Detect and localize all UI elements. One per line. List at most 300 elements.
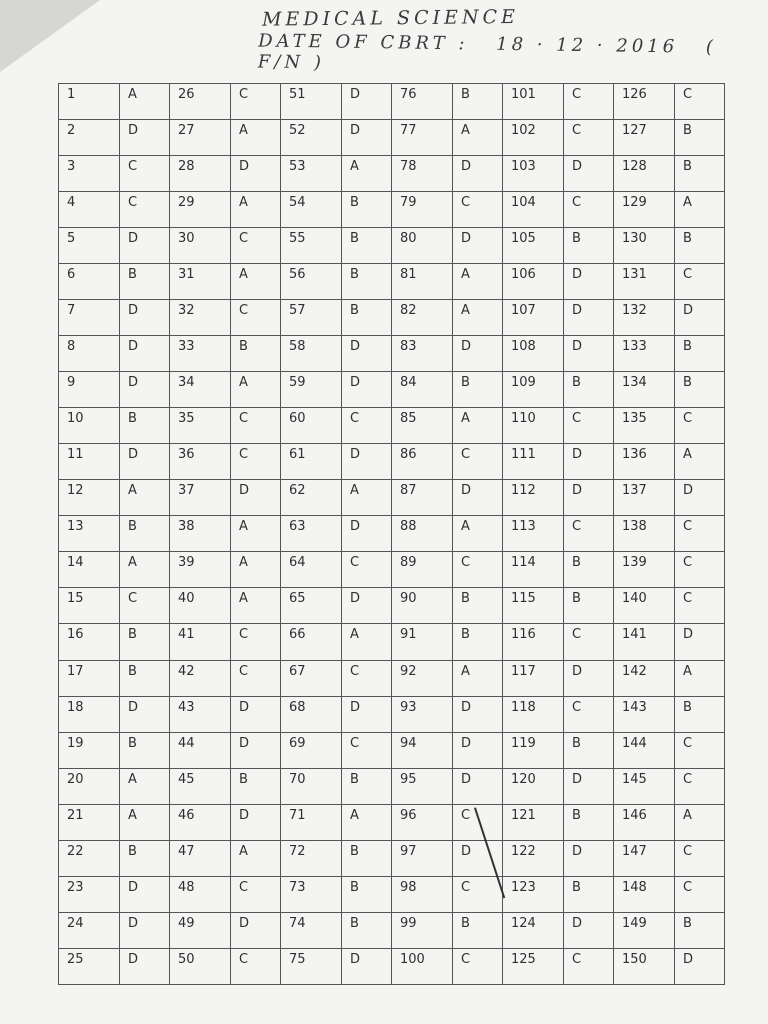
answer-option: C — [564, 624, 614, 660]
question-number: 147 — [614, 840, 675, 876]
question-number: 71 — [281, 804, 342, 840]
answer-option: B — [564, 372, 614, 408]
question-number: 37 — [170, 480, 231, 516]
answer-option: B — [564, 732, 614, 768]
question-number: 149 — [614, 912, 675, 948]
table-row — [59, 840, 725, 876]
table-row — [59, 228, 725, 264]
question-number: 25 — [59, 948, 120, 984]
answer-option: A — [231, 192, 281, 228]
answer-option: B — [231, 336, 281, 372]
question-number: 95 — [392, 768, 453, 804]
answer-option: B — [120, 516, 170, 552]
question-number: 20 — [59, 768, 120, 804]
answer-option: A — [675, 192, 725, 228]
table-row — [59, 300, 725, 336]
question-number: 53 — [281, 156, 342, 192]
answer-option: B — [564, 588, 614, 624]
question-number: 61 — [281, 444, 342, 480]
question-number: 94 — [392, 732, 453, 768]
answer-option: C — [453, 552, 503, 588]
question-number: 29 — [170, 192, 231, 228]
answer-option: C — [231, 84, 281, 120]
answer-option: C — [675, 768, 725, 804]
question-number: 38 — [170, 516, 231, 552]
question-number: 119 — [503, 732, 564, 768]
question-number: 101 — [503, 84, 564, 120]
answer-option: A — [453, 408, 503, 444]
answer-option: C — [453, 192, 503, 228]
answer-option: D — [231, 156, 281, 192]
question-number: 17 — [59, 660, 120, 696]
question-number: 129 — [614, 192, 675, 228]
answer-option: A — [342, 624, 392, 660]
question-number: 81 — [392, 264, 453, 300]
answer-option: C — [564, 696, 614, 732]
question-number: 113 — [503, 516, 564, 552]
scan-corner-shadow — [0, 0, 100, 72]
date-value: 18 · 12 · 2016 — [496, 33, 679, 58]
answer-option: B — [675, 372, 725, 408]
question-number: 105 — [503, 228, 564, 264]
question-number: 54 — [281, 192, 342, 228]
answer-option: B — [564, 804, 614, 840]
answer-option: C — [231, 228, 281, 264]
question-number: 70 — [281, 768, 342, 804]
answer-option: D — [342, 516, 392, 552]
date-label: DATE OF CBRT : — [258, 30, 469, 55]
question-number: 146 — [614, 804, 675, 840]
answer-option: B — [675, 912, 725, 948]
answer-option: B — [453, 624, 503, 660]
question-number: 74 — [281, 912, 342, 948]
question-number: 144 — [614, 732, 675, 768]
question-number: 55 — [281, 228, 342, 264]
answer-option: D — [342, 120, 392, 156]
answer-option: B — [564, 228, 614, 264]
answer-option: C — [342, 660, 392, 696]
question-number: 120 — [503, 768, 564, 804]
question-number: 86 — [392, 444, 453, 480]
question-number: 31 — [170, 264, 231, 300]
answer-option: B — [675, 120, 725, 156]
question-number: 64 — [281, 552, 342, 588]
answer-option: C — [120, 588, 170, 624]
answer-option: D — [675, 480, 725, 516]
question-number: 41 — [170, 624, 231, 660]
question-number: 18 — [59, 696, 120, 732]
table-row — [59, 552, 725, 588]
answer-option: B — [675, 696, 725, 732]
answer-option: D — [342, 444, 392, 480]
subject-title: MEDICAL SCIENCE — [261, 5, 520, 31]
answer-option: D — [453, 480, 503, 516]
question-number: 118 — [503, 696, 564, 732]
question-number: 97 — [392, 840, 453, 876]
question-number: 137 — [614, 480, 675, 516]
answer-option: C — [231, 948, 281, 984]
answer-option: B — [231, 768, 281, 804]
question-number: 83 — [392, 336, 453, 372]
table-row — [59, 120, 725, 156]
answer-option: B — [342, 228, 392, 264]
answer-option: C — [675, 732, 725, 768]
question-number: 50 — [170, 948, 231, 984]
answer-option: D — [564, 768, 614, 804]
table-row — [59, 444, 725, 480]
answer-option: C — [675, 408, 725, 444]
answer-option: A — [120, 804, 170, 840]
question-number: 122 — [503, 840, 564, 876]
answer-option: D — [342, 588, 392, 624]
answer-option: C — [342, 408, 392, 444]
answer-option: B — [564, 552, 614, 588]
question-number: 76 — [392, 84, 453, 120]
question-number: 85 — [392, 408, 453, 444]
question-number: 69 — [281, 732, 342, 768]
answer-option: A — [675, 804, 725, 840]
answer-option: B — [453, 588, 503, 624]
question-number: 112 — [503, 480, 564, 516]
question-number: 22 — [59, 840, 120, 876]
answer-option: D — [231, 696, 281, 732]
answer-option: D — [120, 696, 170, 732]
question-number: 139 — [614, 552, 675, 588]
answer-option: C — [675, 552, 725, 588]
question-number: 114 — [503, 552, 564, 588]
answer-option: C — [120, 156, 170, 192]
answer-option: C — [231, 660, 281, 696]
answer-option: C — [564, 948, 614, 984]
question-number: 127 — [614, 120, 675, 156]
answer-key-body — [59, 84, 725, 985]
answer-option: D — [564, 444, 614, 480]
question-number: 23 — [59, 876, 120, 912]
question-number: 128 — [614, 156, 675, 192]
question-number: 65 — [281, 588, 342, 624]
answer-option: A — [231, 372, 281, 408]
answer-option: D — [120, 876, 170, 912]
question-number: 148 — [614, 876, 675, 912]
answer-key-table — [58, 83, 725, 985]
question-number: 3 — [59, 156, 120, 192]
question-number: 150 — [614, 948, 675, 984]
answer-option: B — [342, 912, 392, 948]
answer-option: B — [675, 336, 725, 372]
question-number: 136 — [614, 444, 675, 480]
question-number: 104 — [503, 192, 564, 228]
question-number: 13 — [59, 516, 120, 552]
question-number: 24 — [59, 912, 120, 948]
answer-option: A — [231, 120, 281, 156]
answer-option: D — [453, 732, 503, 768]
question-number: 14 — [59, 552, 120, 588]
answer-option: D — [453, 336, 503, 372]
answer-option: B — [120, 732, 170, 768]
question-number: 57 — [281, 300, 342, 336]
question-number: 103 — [503, 156, 564, 192]
answer-option: C — [453, 444, 503, 480]
question-number: 125 — [503, 948, 564, 984]
question-number: 92 — [392, 660, 453, 696]
table-row — [59, 768, 725, 804]
table-row — [59, 84, 725, 120]
answer-option: A — [453, 660, 503, 696]
question-number: 124 — [503, 912, 564, 948]
answer-option: B — [453, 372, 503, 408]
answer-option: D — [342, 696, 392, 732]
table-row — [59, 264, 725, 300]
answer-option: D — [564, 156, 614, 192]
question-number: 11 — [59, 444, 120, 480]
question-number: 46 — [170, 804, 231, 840]
handwritten-header — [258, 6, 768, 76]
question-number: 115 — [503, 588, 564, 624]
question-number: 93 — [392, 696, 453, 732]
table-row — [59, 336, 725, 372]
question-number: 67 — [281, 660, 342, 696]
answer-option: D — [453, 768, 503, 804]
answer-option: D — [453, 696, 503, 732]
question-number: 116 — [503, 624, 564, 660]
question-number: 77 — [392, 120, 453, 156]
question-number: 6 — [59, 264, 120, 300]
answer-option: D — [564, 336, 614, 372]
answer-option: C — [453, 876, 503, 912]
question-number: 63 — [281, 516, 342, 552]
session-label: ( F/N ) — [257, 36, 718, 74]
table-row — [59, 804, 725, 840]
answer-option: D — [120, 372, 170, 408]
question-number: 126 — [614, 84, 675, 120]
question-number: 111 — [503, 444, 564, 480]
question-number: 109 — [503, 372, 564, 408]
answer-option: C — [342, 552, 392, 588]
table-row — [59, 732, 725, 768]
question-number: 107 — [503, 300, 564, 336]
question-number: 102 — [503, 120, 564, 156]
answer-option: B — [342, 840, 392, 876]
answer-option: B — [453, 84, 503, 120]
question-number: 59 — [281, 372, 342, 408]
answer-option: B — [675, 228, 725, 264]
question-number: 66 — [281, 624, 342, 660]
answer-option: D — [231, 804, 281, 840]
question-number: 145 — [614, 768, 675, 804]
answer-option: A — [231, 588, 281, 624]
question-number: 132 — [614, 300, 675, 336]
answer-option: D — [120, 912, 170, 948]
question-number: 68 — [281, 696, 342, 732]
answer-option: A — [231, 264, 281, 300]
table-row — [59, 660, 725, 696]
answer-option: C — [675, 516, 725, 552]
answer-option: B — [342, 192, 392, 228]
answer-option: B — [342, 264, 392, 300]
answer-option: D — [342, 336, 392, 372]
question-number: 35 — [170, 408, 231, 444]
question-number: 75 — [281, 948, 342, 984]
answer-option: A — [453, 264, 503, 300]
answer-option: C — [564, 192, 614, 228]
answer-option: A — [120, 84, 170, 120]
answer-option: C — [564, 84, 614, 120]
table-row — [59, 948, 725, 984]
question-number: 32 — [170, 300, 231, 336]
answer-option: D — [564, 480, 614, 516]
answer-option: C — [675, 264, 725, 300]
answer-option: C — [675, 840, 725, 876]
question-number: 1 — [59, 84, 120, 120]
answer-option: A — [453, 120, 503, 156]
question-number: 2 — [59, 120, 120, 156]
answer-option: D — [231, 480, 281, 516]
question-number: 44 — [170, 732, 231, 768]
answer-option: A — [453, 300, 503, 336]
question-number: 51 — [281, 84, 342, 120]
table-row — [59, 876, 725, 912]
answer-option: D — [120, 948, 170, 984]
question-number: 84 — [392, 372, 453, 408]
question-number: 47 — [170, 840, 231, 876]
question-number: 19 — [59, 732, 120, 768]
answer-option: D — [120, 120, 170, 156]
answer-option: A — [120, 768, 170, 804]
table-row — [59, 696, 725, 732]
question-number: 72 — [281, 840, 342, 876]
question-number: 36 — [170, 444, 231, 480]
answer-option: D — [120, 228, 170, 264]
answer-option: B — [120, 264, 170, 300]
question-number: 140 — [614, 588, 675, 624]
answer-option: D — [564, 300, 614, 336]
question-number: 28 — [170, 156, 231, 192]
question-number: 39 — [170, 552, 231, 588]
answer-option: D — [231, 912, 281, 948]
answer-option: D — [120, 444, 170, 480]
answer-option: C — [231, 876, 281, 912]
question-number: 56 — [281, 264, 342, 300]
question-number: 40 — [170, 588, 231, 624]
table-row — [59, 408, 725, 444]
question-number: 117 — [503, 660, 564, 696]
question-number: 52 — [281, 120, 342, 156]
answer-option: A — [342, 804, 392, 840]
answer-option: D — [564, 912, 614, 948]
answer-option: A — [675, 444, 725, 480]
question-number: 26 — [170, 84, 231, 120]
answer-option: D — [120, 300, 170, 336]
table-row — [59, 624, 725, 660]
question-number: 9 — [59, 372, 120, 408]
answer-option: A — [231, 552, 281, 588]
question-number: 78 — [392, 156, 453, 192]
question-number: 121 — [503, 804, 564, 840]
answer-option: D — [231, 732, 281, 768]
question-number: 43 — [170, 696, 231, 732]
answer-option: C — [564, 408, 614, 444]
answer-option: D — [564, 840, 614, 876]
answer-option: A — [120, 552, 170, 588]
question-number: 5 — [59, 228, 120, 264]
answer-option: C — [564, 120, 614, 156]
question-number: 106 — [503, 264, 564, 300]
answer-option: C — [231, 408, 281, 444]
table-row — [59, 588, 725, 624]
answer-option: C — [675, 588, 725, 624]
question-number: 48 — [170, 876, 231, 912]
question-number: 21 — [59, 804, 120, 840]
table-row — [59, 156, 725, 192]
answer-option: B — [564, 876, 614, 912]
answer-option: D — [564, 264, 614, 300]
question-number: 62 — [281, 480, 342, 516]
answer-option: D — [564, 660, 614, 696]
question-number: 42 — [170, 660, 231, 696]
answer-option: C — [453, 948, 503, 984]
question-number: 108 — [503, 336, 564, 372]
question-number: 143 — [614, 696, 675, 732]
question-number: 135 — [614, 408, 675, 444]
question-number: 88 — [392, 516, 453, 552]
table-row — [59, 192, 725, 228]
question-number: 16 — [59, 624, 120, 660]
question-number: 60 — [281, 408, 342, 444]
answer-option: A — [231, 516, 281, 552]
answer-option: A — [342, 156, 392, 192]
answer-option: C — [231, 624, 281, 660]
answer-option: D — [675, 624, 725, 660]
answer-option: B — [342, 768, 392, 804]
question-number: 82 — [392, 300, 453, 336]
question-number: 110 — [503, 408, 564, 444]
answer-option: C — [675, 876, 725, 912]
question-number: 73 — [281, 876, 342, 912]
table-row — [59, 516, 725, 552]
question-number: 91 — [392, 624, 453, 660]
answer-option: A — [231, 840, 281, 876]
question-number: 131 — [614, 264, 675, 300]
answer-option: D — [453, 156, 503, 192]
answer-option: B — [453, 912, 503, 948]
answer-option: C — [564, 516, 614, 552]
question-number: 134 — [614, 372, 675, 408]
table-row — [59, 480, 725, 516]
answer-option: B — [675, 156, 725, 192]
question-number: 130 — [614, 228, 675, 264]
answer-option: A — [453, 516, 503, 552]
question-number: 8 — [59, 336, 120, 372]
question-number: 99 — [392, 912, 453, 948]
question-number: 87 — [392, 480, 453, 516]
table-row — [59, 372, 725, 408]
answer-option: A — [675, 660, 725, 696]
answer-option: D — [675, 948, 725, 984]
question-number: 138 — [614, 516, 675, 552]
question-number: 27 — [170, 120, 231, 156]
answer-option: D — [342, 372, 392, 408]
exam-date-line — [258, 30, 768, 79]
answer-option: C — [342, 732, 392, 768]
answer-option: A — [120, 480, 170, 516]
answer-option: B — [342, 300, 392, 336]
question-number: 7 — [59, 300, 120, 336]
answer-option: D — [342, 948, 392, 984]
answer-option: C — [675, 84, 725, 120]
question-number: 33 — [170, 336, 231, 372]
question-number: 142 — [614, 660, 675, 696]
question-number: 4 — [59, 192, 120, 228]
